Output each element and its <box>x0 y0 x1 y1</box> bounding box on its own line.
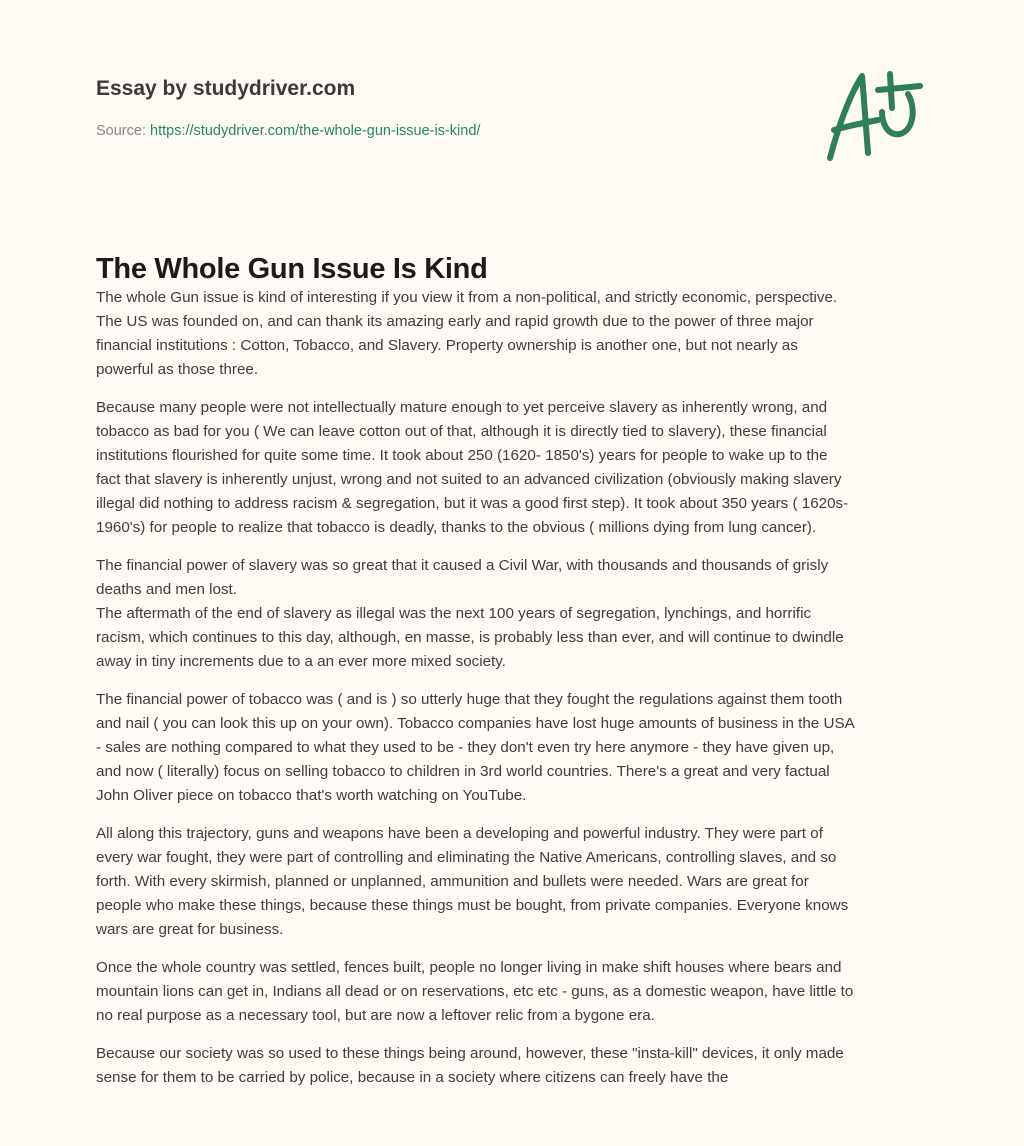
essay-paragraph <box>96 822 956 942</box>
paragraph-line: and nail ( you can look this up on your own). Tobacco companies have lost huge amounts of business in the USA <box>96 715 855 732</box>
essay-paragraph <box>96 554 956 674</box>
essay-body <box>96 286 956 1104</box>
essay-title: The Whole Gun Issue Is Kind <box>96 253 488 285</box>
paragraph-line: John Oliver piece on tobacco that's worth watching on YouTube. <box>96 787 527 804</box>
essay-paragraph <box>96 688 956 808</box>
paragraph-line: people who make these things, because these things must be bought, from private companies. Everyone knows <box>96 897 849 914</box>
paragraph-line: racism, which continues to this day, although, en masse, is probably less than ever, and will continue to dwindle <box>96 629 844 646</box>
paragraph-line: financial institutions : Cotton, Tobacco, and Slavery. Property ownership is another one, but not nearly as <box>96 337 798 354</box>
paragraph-line: tobacco as bad for you ( We can leave cotton out of that, although it is directly tied to slavery), these financial <box>96 423 827 440</box>
paragraph-line: sense for them to be carried by police, because in a society where citizens can freely have the <box>96 1069 729 1086</box>
paragraph-line: mountain lions can get in, Indians all dead or on reservations, etc etc - guns, as a domestic weapon, have little to <box>96 983 854 1000</box>
paragraph-line: The financial power of slavery was so great that it caused a Civil War, with thousands and thousands of grisly <box>96 557 829 574</box>
site-brand: Essay by studydriver.com <box>96 77 356 100</box>
paragraph-line: - sales are nothing compared to what they used to be - they don't even try here anymore - they have given up, <box>96 739 835 756</box>
paragraph-line: illegal did nothing to address racism & segregation, but it was a good first step). It took about 350 years ( 1620s- <box>96 495 849 512</box>
essay-paragraph <box>96 286 956 382</box>
paragraph-line: 1960's) for people to realize that tobacco is deadly, thanks to the obvious ( millions dying from lung cancer). <box>96 519 817 536</box>
paragraph-line: The US was founded on, and can thank its amazing early and rapid growth due to the power of three major <box>96 313 814 330</box>
paragraph-line: forth. With every skirmish, planned or unplanned, ammunition and bullets were needed. Wars are great for <box>96 873 809 890</box>
paragraph-line: The aftermath of the end of slavery as illegal was the next 100 years of segregation, lynchings, and horrific <box>96 605 812 622</box>
paragraph-line: All along this trajectory, guns and weapons have been a developing and powerful industry. They were part of <box>96 825 823 842</box>
paragraph-line: Because our society was so used to these things being around, however, these "insta-kill" devices, it only made <box>96 1045 844 1062</box>
paragraph-line: and now ( literally) focus on selling tobacco to children in 3rd world countries. There's a great and very factual <box>96 763 830 780</box>
source-label: Source: <box>96 123 146 139</box>
essay-paragraph <box>96 1042 956 1090</box>
paragraph-line: The whole Gun issue is kind of interesting if you view it from a non-political, and strictly economic, perspective. <box>96 289 838 306</box>
paragraph-line: no real purpose as a necessary tool, but are now a leftover relic from a bygone era. <box>96 1007 655 1024</box>
paragraph-line: wars are great for business. <box>96 921 284 938</box>
essay-paragraph <box>96 396 956 540</box>
paragraph-line: powerful as those three. <box>96 361 259 378</box>
paragraph-line: fact that slavery is inherently unjust, wrong and not suited to an advanced civilization (obviously making slavery <box>96 471 842 488</box>
paragraph-line: Once the whole country was settled, fences built, people no longer living in make shift houses where bears and <box>96 959 842 976</box>
paragraph-line: every war fought, they were part of controlling and eliminating the Native Americans, controlling slaves, and so <box>96 849 837 866</box>
paragraph-line: institutions flourished for quite some time. It took about 250 (1620- 1850's) years for people to wake up to the <box>96 447 828 464</box>
source-line <box>96 123 480 139</box>
source-link[interactable]: https://studydriver.com/the-whole-gun-issue-is-kind/ <box>150 123 481 139</box>
a-plus-logo-icon <box>820 68 930 168</box>
paragraph-line: The financial power of tobacco was ( and is ) so utterly huge that they fought the regulations against them tooth <box>96 691 843 708</box>
essay-paragraph <box>96 956 956 1028</box>
paragraph-line: away in tiny increments due to a an ever more mixed society. <box>96 653 506 670</box>
paragraph-line: Because many people were not intellectually mature enough to yet perceive slavery as inherently wrong, and <box>96 399 828 416</box>
paragraph-line: deaths and men lost. <box>96 581 237 598</box>
